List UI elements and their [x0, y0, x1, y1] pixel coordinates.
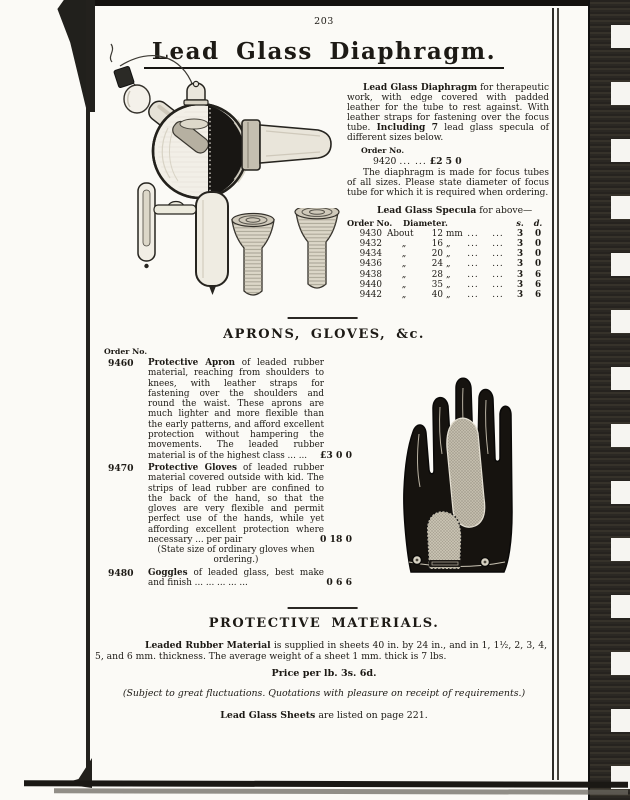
- catalog-page: [90, 0, 558, 800]
- materials-section-heading: PROTECTIVE MATERIALS.: [208, 616, 440, 631]
- entry-9470-price: 0 18 0: [320, 534, 352, 546]
- entry-number-9480: 9480: [108, 568, 134, 579]
- order-no-label: Order No.: [361, 146, 405, 156]
- entry-9460-title: Protective Apron: [148, 358, 236, 368]
- aprons-section-heading: APRONS, GLOVES, &c.: [223, 327, 425, 342]
- gloves-size-note: (State size of ordinary gloves when ordering.): [157, 545, 315, 565]
- section-divider: [288, 317, 358, 319]
- specula-row: 9434 „ 20 „ ... ... 3 0: [359, 249, 542, 260]
- specula-heading: Lead Glass Specula for above—: [377, 204, 533, 216]
- leader-dots: ... ...: [399, 156, 427, 168]
- specula-row: 9436 „ 24 „ ... ... 3 0: [359, 259, 542, 270]
- entry-9460-price: £3 0 0: [320, 449, 352, 461]
- diaphragm-order-no: 9420: [373, 156, 397, 168]
- specula-cones-illustration: [228, 208, 344, 308]
- diaphragm-paragraph-1: Lead Glass Diaphragm for therapeutic work, with edge covered with padded leather for the tube to rest against. With leather straps for fastening over the focus tube. Including 7 lead glass specula of different sizes below.: [347, 83, 549, 143]
- entry-number-9460: 9460: [108, 358, 134, 369]
- page-title: Lead Glass Diaphragm.: [144, 38, 504, 69]
- diaphragm-paragraph-2: The diaphragm is made for focus tubes of all sizes. Please state diameter of focus tube for which it is required when ordering.: [347, 168, 549, 199]
- specula-row: 9432 „ 16 „ ... ... 3 0: [359, 239, 542, 250]
- entry-9470-protective-gloves: Protective Gloves of leaded rubber material covered outside with kid. The strips of lead rubber are confined to the back of the hand, so that the gloves are very flexible and permit perfect use of the hands, while yet affording excellent protection where necessary ... per pair 0 18 0: [148, 463, 352, 546]
- page-number: 203: [314, 16, 334, 27]
- entry-number-9470: 9470: [108, 463, 134, 474]
- materials-lead-in: Leaded Rubber Material: [145, 640, 271, 651]
- section-divider: [288, 607, 358, 609]
- lead-glass-sheets-reference: Lead Glass Sheets are listed on page 221.: [220, 710, 428, 721]
- diaphragm-order-line: [373, 157, 549, 167]
- specula-row: 9430 About 12 mm ... ... 3 0: [359, 228, 542, 239]
- including-7-bold: Including 7: [376, 122, 439, 133]
- materials-price-line: Price per lb. 3s. 6d.: [271, 668, 377, 679]
- entry-9470-title: Protective Gloves: [148, 463, 237, 473]
- diaphragm-description-column: [347, 84, 549, 300]
- specula-row: 9442 „ 40 „ ... ... 3 6: [359, 290, 542, 301]
- protective-glove-illustration: [395, 362, 525, 590]
- book-binding-strip: [588, 0, 630, 800]
- diaphragm-lead-in: Lead Glass Diaphragm: [363, 83, 478, 93]
- specula-row: 9438 „ 28 „ ... ... 3 6: [359, 269, 542, 280]
- specula-table-header: Order No. Diameter. s. d.: [347, 217, 543, 228]
- entry-9460-protective-apron: Protective Apron of leaded rubber material, reaching from shoulders to knees, with leather straps for fastening over the shoulders and round the waist. These aprons are much lighter and more flexible than the early patterns, and afford excellent protection without hampering the movements. The leaded rubber material is of the highest class ... ... £3 0 0: [148, 358, 352, 461]
- diaphragm-price: £2 5 0: [429, 156, 462, 168]
- materials-paragraph: Leaded Rubber Material is supplied in sheets 40 in. by 24 in., and in 1, 1½, 2, 3, 4, 5, and 6 mm. thickness. The average weight of a sheet 1 mm. thick is 7 lbs.: [95, 640, 548, 662]
- materials-fluctuations-note: (Subject to great fluctuations. Quotations with pleasure on receipt of requirements.): [122, 688, 526, 699]
- order-no-label-left: Order No.: [104, 347, 148, 356]
- specula-table: [347, 218, 549, 300]
- specula-row: 9440 „ 35 „ ... ... 3 6: [359, 279, 542, 290]
- entry-9480-title: Goggles: [148, 568, 188, 578]
- entry-9480-goggles: Goggles of leaded glass, best make and finish ... ... ... ... ... 0 6 6: [148, 568, 352, 589]
- entry-9480-price: 0 6 6: [326, 577, 352, 589]
